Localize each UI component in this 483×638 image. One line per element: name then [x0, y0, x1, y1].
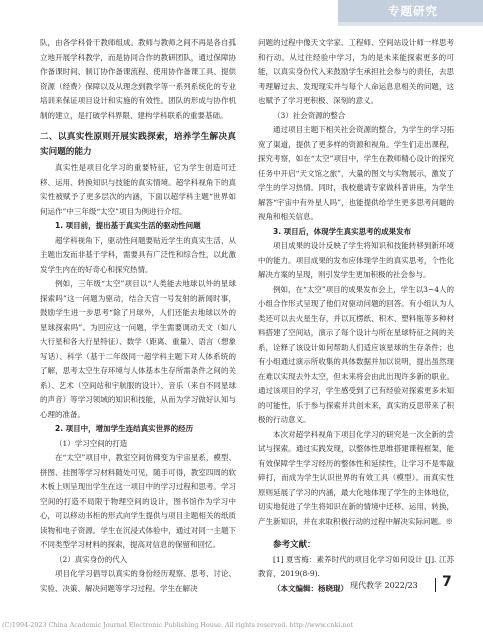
outcome-paragraph-2: 例如，在“太空”项目的成果发布会上，学生以3~4人的小组合作形式呈现了他们对驱动问题的回答。有小组认为人类还可以去火星生存，并以瓦楞纸、积木、塑料瓶等多种材料搭建了空间站，演示了每个设计与所在星球特征之间的关系，诠释了该设计如何帮助人们适应该星球的生存条件；也有小组通过演示所收集的具体数据并加以说明，提出虽然现在难以实现去外太空，但未来将会由此出现许多新的职业。通过该项目的学习，学生感受到了已有经验对探索更多未知的可能性，乐于参与探索并共创未来，真实的反思带来了积极的行动意义。: [258, 284, 454, 424]
section-banner-shadow: [338, 22, 483, 26]
learning-space-paragraph: 在“太空”项目中，教室空间仿佛变为宇宙星系，模型、拼图、挂图等学习材料随处可见，随手可得，教室四周的软木板上则呈现出学生在这一项目中的学习过程和思考。学习空间的打造不局限于物理空间的设计，图书馆作为学习中心，可以移动书柜的形式向学生提供与项目主题相关的纸质读物和电子资源。学生在沉浸式体验中，通过对同一主题下不同类型学习材料的探索，提高对信息的保留和回忆。: [40, 453, 236, 549]
learning-space-heading: （1）学习空间的打造: [55, 438, 128, 448]
social-resources-paragraph: 通过项目主题下相关社会资源的整合，为学生的学习拓宽了渠道，提供了更多样的资源和视角。学生们走出课程，探究考察，如在“太空”项目中，学生在教师精心设计的探究任务中开启“天文馆之旅”，大量的图文与实物展示，激发了学生的学习热情。同时，我校邀请专家做科普讲座，为学生解答“宇宙中有外星人吗”，也能提供给学生更多思考问题的视角和相关信息。: [258, 125, 454, 221]
section-2-intro: 真实性是项目化学习的重要特征，它为学生创造可迁移、运用、转换知识与技能的真实情境。超学科视角下的真实性被赋予了更多层次的内涵，下面以超学科主题“世界如何运作”中三年级“太空”项目为例进行介绍。: [40, 163, 236, 216]
right-column: [258, 36, 454, 596]
journal-issue: 现代教学 2022/23: [350, 581, 418, 590]
reference-item: [1] 夏雪梅：素养时代的项目化学习如何设计 [J]. 江苏教育，2019(8-9).: [258, 554, 454, 578]
page-number: 7: [442, 574, 452, 590]
real-identity-heading: （2）真实身份的代入: [55, 554, 128, 564]
footer-divider: [435, 578, 436, 592]
left-column: [40, 36, 236, 596]
real-identity-paragraph: 项目化学习倡导以真实的身份经历观察、思考、讨论、实验、决策、解决问题等学习过程。学生在解决: [40, 569, 236, 593]
subsection-1-paragraph-1: 超学科视角下，驱动性问题要贴近学生的真实生活，从主题出发而非基于学科，需要具有广泛性和综合性，以此激发学生内在的好奇心和探究热情。: [40, 235, 236, 274]
intro-paragraph: 队，由各学科骨干教师组成。教师与教师之间不再是各自孤立地开展学科教学，而是协同合作的教研团队，通过保障协作备课时间、制订协作备课流程、使用协作备课工具、提供资源（经费）保障以及从理念到教学等一系列系统化的专业培训来保证项目设计和实施的有效性。团队的形成与协作机制的建立，是打破学科界限、建构学科联系的重要基础。: [40, 38, 236, 120]
references-heading: 参考文献：: [273, 540, 316, 550]
copyright-line: (C)1994-2023 China Academic Journal Electronic Publishing House. All rights reserved. http://www.cnki.net: [2, 621, 354, 629]
section-label: 专题研究: [388, 4, 438, 18]
social-resources-heading: （3）社会资源的整合: [273, 110, 346, 120]
editor-credit: （本文编辑：杨晓琨）: [273, 583, 348, 593]
subsection-3-heading: 3. 项目后，体现学生真实思考的成果发布: [273, 226, 412, 236]
outcome-paragraph-1: 项目成果的设计反映了学生将知识和技能转移到新环境中的能力。项目成果的发布应体现学生的真实思考，个性化解决方案的呈现，则引发学生更加积极的社会参与。: [258, 241, 454, 279]
conclusion-paragraph: 本次对超学科视角下项目化学习的研究是一次全新的尝试与探索。通过实践发现，以整体性思维搭建课程框架，能有效保障学生学习经历的整体性和延续性，让学习不是零敲碎打，而成为学生认识世界的有效工具（模型）。而真实性原则延展了学习的内涵，最大化地体现了学生的主体地位，切实地促进了学生将知识在新的情境中迁移、运用、转换，产生新知识，并在求取积极行动的过程中解决实际问题。※: [258, 429, 454, 526]
subsection-1-paragraph-2: 例如，三年级“太空”项目以“人类能去地球以外的星球探索吗”这一问题为驱动，结合天宫一号发射的新闻时事，鼓励学生进一步思考“除了月球外，人们还能去地球以外的星球探索吗”。为回应这一问题，学生需要调动天文（如八大行星和各大行星特征）、数学（距离、重量）、语言（想象写话）、科学（基于二年级同一超学科主题下对人体系统的了解，思考太空生存环境与人体基本生存所需条件之间的关系）、艺术（空间站和宇航服的设计）、音乐（来自不同星球的声音）等学习领域的知识和技能，从而为学习做好认知与心理的准备。: [40, 279, 236, 419]
subsection-1-heading: 1. 项目前，提出基于真实生活的驱动性问题: [55, 221, 201, 230]
continued-paragraph: 问题的过程中像天文学家、工程师、空间站设计师一样思考和行动。从过往经验中学习，为的是未来能探索更多的可能，以真实身份代入来鼓励学生承担社会参与的责任，去思考理解过去、发现现实并与每个人命运息息相关的问题，这也赋予了学习更积极、深刻的意义。: [258, 38, 454, 105]
subsection-2-heading: 2. 项目中，增加学生连结真实世界的经历: [55, 424, 194, 433]
section-2-heading: 二、以真实性原则开展实践探索，培养学生解决真实问题的能力: [40, 132, 236, 157]
